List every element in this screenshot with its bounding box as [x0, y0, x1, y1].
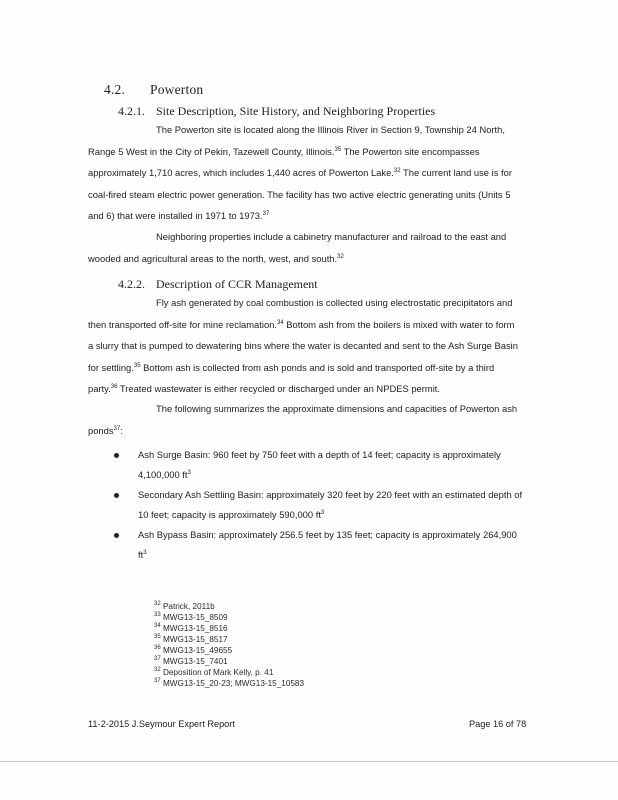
- footnote-text: MWG13-15_8516: [160, 624, 228, 633]
- footnote: [154, 612, 304, 623]
- footer-report-title: 11-2-2015 J.Seymour Expert Report: [88, 719, 235, 729]
- footer-page-number: Page 16 of 78: [469, 719, 527, 729]
- footnote-number: 32: [154, 667, 161, 673]
- text-span: Neighboring properties include a cabinetry manufacturer and railroad to the east and wooded and agricultural areas to the north, west, and south.: [88, 231, 507, 264]
- footnote-ref: 35: [133, 362, 141, 369]
- text-span: Bottom ash is collected from ash ponds and is sold and transported off-site by a third party.: [88, 361, 495, 395]
- text-span: The current land use is for coal-fired steam electric power generation. The facility has two active electric generating units (Units 5 and 6) that were installed in 1971 to 1973.: [88, 167, 512, 222]
- footnote-ref: 34: [276, 319, 284, 326]
- pond-list: [114, 445, 524, 565]
- footnote-text: MWG13-15_20-23; MWG13-15_10583: [160, 679, 305, 688]
- list-item: [114, 445, 524, 485]
- list-item: [114, 485, 524, 525]
- list-item-text: Ash Surge Basin: 960 feet by 750 feet with a depth of 14 feet; capacity is approximately 4,100,000 ft: [138, 449, 501, 480]
- footnote-number: 37: [154, 656, 161, 662]
- section-number: 4.2.: [104, 82, 126, 97]
- subsection-title: Description of CCR Management: [156, 277, 318, 291]
- footnote-text: Patrick, 2011b: [160, 602, 215, 611]
- scan-edge-divider: [0, 761, 618, 762]
- subsection-heading-site-description: [118, 104, 435, 119]
- bullet-icon: [114, 533, 119, 538]
- footnote-text: Deposition of Mark Kelly, p. 41: [160, 668, 274, 677]
- text-span: Treated wastewater is either recycled or discharged under an NPDES permit.: [117, 383, 440, 395]
- paragraph-pond-summary: [88, 398, 520, 441]
- subsection-number: 4.2.1.: [118, 104, 145, 118]
- footnote: [154, 678, 304, 689]
- unit-superscript: 3: [143, 550, 147, 556]
- footnote-number: 36: [154, 645, 161, 651]
- bullet-icon: [114, 493, 119, 498]
- footnotes: [154, 601, 304, 689]
- unit-superscript: 3: [320, 510, 325, 516]
- subsection-number: 4.2.2.: [118, 277, 145, 291]
- section-heading: [104, 82, 203, 98]
- paragraph-ccr-management: [88, 292, 520, 400]
- footnote: [154, 623, 304, 634]
- footnote: [154, 656, 304, 667]
- footnote-text: MWG13-15_7401: [160, 657, 228, 666]
- footnote-ref: 37: [113, 425, 121, 432]
- footnote-number: 37: [154, 678, 161, 684]
- text-span: The Powerton site is located along the Illinois River in Section 9, Township 24 North, Range 5 West in the City of Pekin, Tazewell County, Illinois.: [88, 124, 505, 157]
- text-span: Bottom ash from the boilers is mixed with water to form a slurry that is pumped to dewatering bins where the water is decanted and sent to the Ash Surge Basin for settling.: [88, 318, 518, 373]
- bullet-icon: [114, 453, 119, 458]
- text-span: Fly ash generated by coal combustion is collected using electrostatic precipitators and then transported off-site for mine reclamation.: [88, 297, 513, 330]
- text-span: :: [120, 424, 123, 436]
- footnote-ref: 32: [337, 253, 344, 260]
- footnote-number: 34: [154, 623, 161, 629]
- list-item-text: Ash Bypass Basin: approximately 256.5 feet by 135 feet; capacity is approximately 264,900 ft: [138, 529, 517, 560]
- text-span: The Powerton site encompasses approximately 1,710 acres, which includes 1,440 acres of Powerton Lake.: [88, 145, 480, 179]
- footnote-number: 35: [154, 634, 161, 640]
- footnote: [154, 645, 304, 656]
- footnote-number: 33: [154, 612, 161, 618]
- subsection-heading-ccr-management: [118, 277, 318, 292]
- list-item: [114, 525, 524, 565]
- footnote-ref: 37: [262, 211, 270, 218]
- subsection-title: Site Description, Site History, and Neighboring Properties: [156, 104, 436, 118]
- footnote-ref: 36: [110, 384, 118, 391]
- footnote: [154, 667, 304, 678]
- footnote-ref: 32: [393, 168, 401, 175]
- footnote-number: 32: [154, 601, 161, 607]
- paragraph-neighboring-properties: [88, 226, 520, 269]
- footnote-ref: 35: [334, 146, 342, 153]
- unit-superscript: 3: [187, 470, 191, 476]
- list-item-text: Secondary Ash Settling Basin: approximately 320 feet by 220 feet with an estimated depth of 10 feet; capacity is approximately 590,000 ft: [138, 489, 523, 520]
- paragraph-site-description: [88, 119, 520, 227]
- footnote: [154, 634, 304, 645]
- footnote-text: MWG13-15_49655: [160, 646, 233, 655]
- text-span: The following summarizes the approximate dimensions and capacities of Powerton ash ponds: [88, 403, 518, 436]
- footnote: [154, 601, 304, 612]
- footnote-text: MWG13-15_8509: [160, 613, 228, 622]
- section-title: Powerton: [150, 82, 204, 97]
- footnote-text: MWG13-15_8517: [160, 635, 228, 644]
